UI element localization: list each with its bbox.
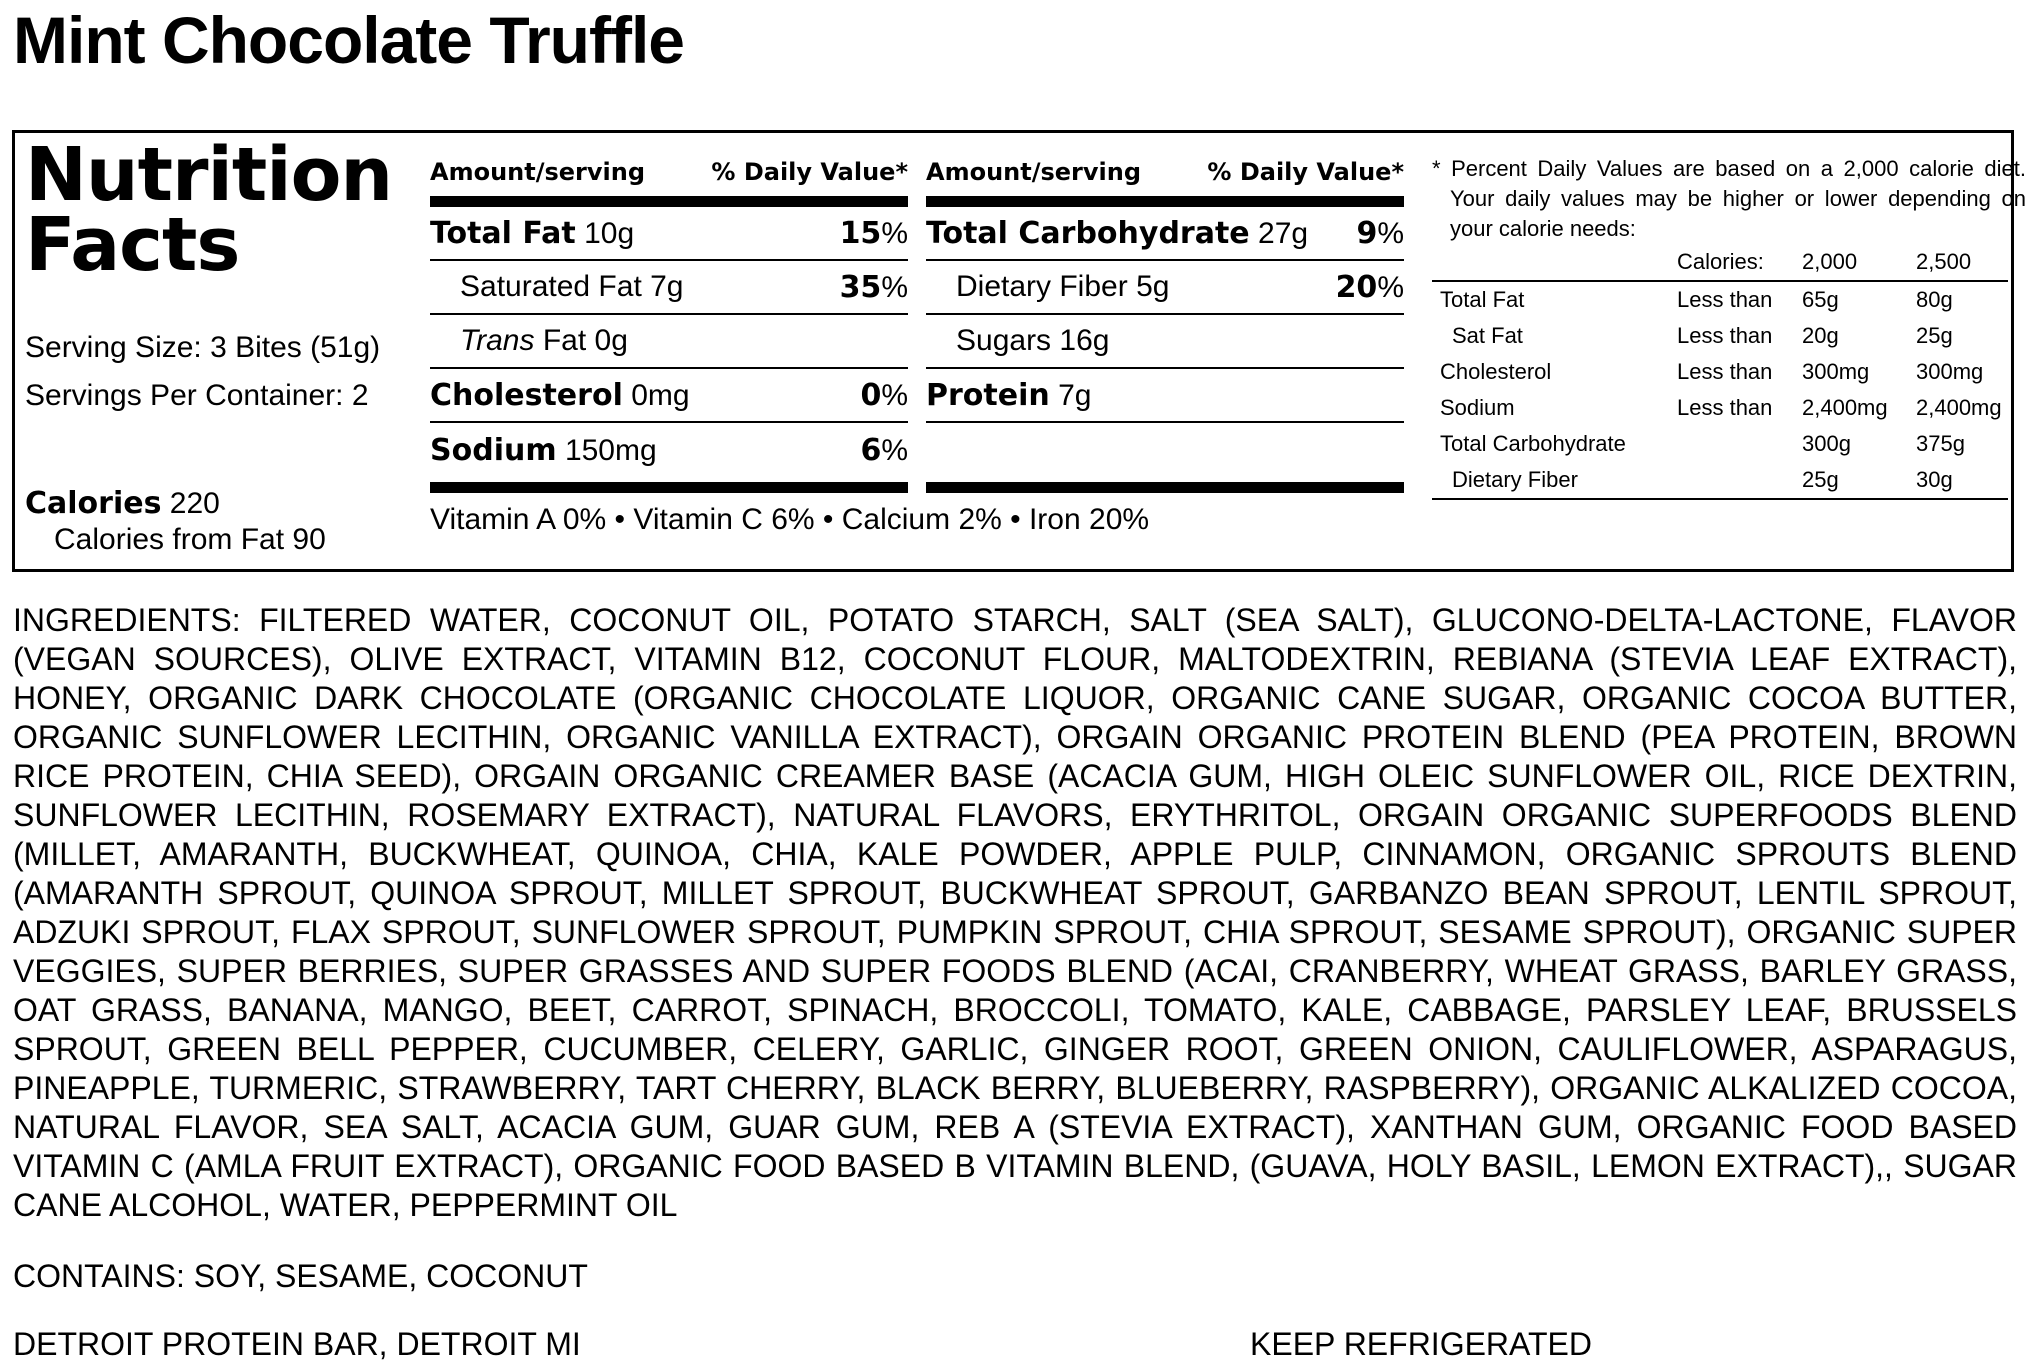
column-header — [926, 152, 1404, 196]
dv-cell: 80g — [1916, 287, 1953, 312]
nutrient-label: Sodium — [430, 432, 557, 468]
percent-sign: % — [881, 378, 908, 412]
calories-line — [25, 486, 220, 522]
product-title: Mint Chocolate Truffle — [13, 3, 684, 77]
dv-cell: 300g — [1802, 431, 1851, 456]
percent-sign: % — [881, 433, 908, 467]
nutrient-column-left — [430, 152, 908, 477]
dv-cell: 2,500 — [1916, 244, 2008, 281]
column-header — [430, 152, 908, 196]
nutrient-dv: 35 — [839, 269, 882, 305]
daily-value-footnote: * Percent Daily Values are based on a 2,000 calorie diet. Your daily values may be higher or lower depending on your calorie needs: — [1432, 156, 2026, 241]
nutrient-row-total-carbohydrate — [926, 207, 1404, 261]
nutrient-row-cholesterol — [430, 369, 908, 423]
amount-header: Amount/serving — [430, 158, 646, 186]
nutrient-row-dietary-fiber — [926, 261, 1404, 315]
heading-line-2: Facts — [25, 202, 240, 288]
nutrient-amount: 5g — [1136, 270, 1170, 303]
nutrient-amount: 0mg — [631, 378, 690, 412]
daily-value-header: % Daily Value* — [711, 158, 908, 186]
nutrient-label: Sugars — [956, 324, 1052, 357]
servings-per-container: Servings Per Container: 2 — [25, 379, 369, 412]
percent-sign: % — [1377, 216, 1404, 250]
nutrient-label: Fat — [542, 324, 587, 357]
dv-cell — [1432, 244, 1677, 281]
nutrient-row-empty — [926, 423, 1404, 477]
nutrient-label: Cholesterol — [430, 377, 623, 413]
nutrient-amount: 16g — [1059, 324, 1110, 357]
dv-cell: Less than — [1677, 323, 1773, 348]
nutrient-dv: 20 — [1335, 269, 1378, 305]
dv-cell: Calories: — [1677, 244, 1802, 281]
heading-line-1: Nutrition — [25, 132, 393, 218]
dv-cell: 25g — [1916, 323, 1953, 348]
dv-cell: Total Fat — [1440, 287, 1525, 312]
nutrient-amount: 0g — [594, 324, 628, 357]
nutrient-label-italic: Trans — [460, 324, 535, 357]
percent-sign: % — [881, 270, 908, 304]
dv-cell — [1677, 462, 1802, 499]
nutrient-label: Saturated Fat — [460, 270, 642, 303]
dv-cell: 300mg — [1802, 359, 1870, 384]
nutrient-label: Total Carbohydrate — [926, 215, 1250, 251]
nutrient-amount: 7g — [650, 270, 684, 303]
nutrient-amount: 7g — [1058, 378, 1092, 412]
amount-header: Amount/serving — [926, 158, 1142, 186]
percent-sign: % — [881, 216, 908, 250]
nutrient-row-total-fat — [430, 207, 908, 261]
percent-sign: % — [1377, 270, 1404, 304]
nutrient-row-saturated-fat — [430, 261, 908, 315]
dv-cell: 20g — [1802, 323, 1839, 348]
vitamins-line: Vitamin A 0% • Vitamin C 6% • Calcium 2% • Iron 20% — [430, 503, 1150, 536]
dv-cell: Cholesterol — [1440, 359, 1552, 384]
calories-label: Calories — [25, 486, 162, 521]
serving-size: Serving Size: 3 Bites (51g) — [25, 331, 381, 364]
nutrient-dv: 9 — [1356, 215, 1378, 251]
dv-cell: Less than — [1677, 359, 1773, 384]
nutrition-facts-heading — [25, 132, 393, 288]
thick-divider-bottom-left — [430, 482, 908, 493]
nutrient-dv: 6 — [860, 432, 882, 468]
nutrient-label: Protein — [926, 377, 1050, 413]
daily-value-reference-table — [1432, 244, 2008, 500]
dv-table-row — [1432, 462, 2008, 499]
storage-instructions: KEEP REFRIGERATED — [1250, 1326, 1592, 1362]
nutrient-row-sodium — [430, 423, 908, 477]
dv-cell — [1677, 426, 1802, 462]
serving-info — [25, 324, 415, 420]
thick-divider — [926, 196, 1404, 207]
dv-cell: 30g — [1916, 462, 2008, 499]
nutrient-amount: 27g — [1258, 216, 1309, 250]
nutrient-amount: 10g — [584, 216, 635, 250]
dv-cell: Dietary Fiber — [1432, 462, 1677, 499]
dv-table-row — [1432, 318, 2008, 354]
manufacturer: DETROIT PROTEIN BAR, DETROIT MI — [13, 1326, 581, 1362]
nutrient-row-protein — [926, 369, 1404, 423]
nutrient-row-trans-fat — [430, 315, 908, 369]
dv-table-row — [1432, 426, 2008, 462]
allergen-statement: CONTAINS: SOY, SESAME, COCONUT — [13, 1258, 588, 1294]
dv-cell: 2,400mg — [1916, 395, 2002, 420]
dv-table-header — [1432, 244, 2008, 281]
dv-cell: 300mg — [1916, 359, 1984, 384]
dv-table-row — [1432, 354, 2008, 390]
dv-cell: Sat Fat — [1452, 323, 1523, 348]
calories-from-fat: Calories from Fat 90 — [54, 523, 326, 556]
nutrient-label: Total Fat — [430, 215, 576, 251]
nutrient-label: Dietary Fiber — [956, 270, 1128, 303]
dv-cell: 65g — [1802, 287, 1839, 312]
daily-value-header: % Daily Value* — [1207, 158, 1404, 186]
dv-cell: 25g — [1802, 462, 1916, 499]
dv-cell: Less than — [1677, 395, 1773, 420]
nutrient-amount: 150mg — [564, 433, 657, 467]
dv-table-row — [1432, 390, 2008, 426]
dv-cell: 2,000 — [1802, 244, 1916, 281]
dv-cell: Less than — [1677, 287, 1773, 312]
dv-cell: Total Carbohydrate — [1440, 431, 1626, 456]
thick-divider-bottom-right — [926, 482, 1404, 493]
dv-cell: 375g — [1916, 431, 1965, 456]
ingredients-list: INGREDIENTS: FILTERED WATER, COCONUT OIL, POTATO STARCH, SALT (SEA SALT), GLUCONO-DELTA-LACTONE, FLAVOR (VEGAN SOURCES), OLIVE EXTRACT, VITAMIN B12, COCONUT FLOUR, MALTODEXTRIN, REBIANA (STEVIA LEAF EXTRACT), HONEY, ORGANIC DARK CHOCOLATE (ORGANIC CHOCOLATE LIQUOR, ORGANIC CANE SUGAR, ORGANIC COCOA BUTTER, ORGANIC SUNFLOWER LECITHIN, ORGANIC VANILLA EXTRACT), ORGAIN ORGANIC PROTEIN BLEND (PEA PROTEIN, BROWN RICE PROTEIN, CHIA SEED), ORGAIN ORGANIC CREAMER BASE (ACACIA GUM, HIGH OLEIC SUNFLOWER OIL, RICE DEXTRIN, SUNFLOWER LECITHIN, ROSEMARY EXTRACT), NATURAL FLAVORS, ERYTHRITOL, ORGAIN ORGANIC SUPERFOODS BLEND (MILLET, AMARANTH, BUCKWHEAT, QUINOA, CHIA, KALE POWDER, APPLE PULP, CINNAMON, ORGANIC SPROUTS BLEND (AMARANTH SPROUT, QUINOA SPROUT, MILLET SPROUT, BUCKWHEAT SPROUT, GARBANZO BEAN SPROUT, LENTIL SPROUT, ADZUKI SPROUT, FLAX SPROUT, SUNFLOWER SPROUT, PUMPKIN SPROUT, CHIA SPROUT, SESAME SPROUT), ORGANIC SUPER VEGGIES, SUPER BERRIES, SUPER GRASSES AND SUPER FOODS BLEND (ACAI, CRANBERRY, WHEAT GRASS, BARLEY GRASS, OAT GRASS, BANANA, MANGO, BEET, CARROT, SPINACH, BROCCOLI, TOMATO, KALE, CABBAGE, PARSLEY LEAF, BRUSSELS SPROUT, GREEN BELL PEPPER, CUCUMBER, CELERY, GARLIC, GINGER ROOT, GREEN ONION, CAULIFLOWER, ASPARAGUS, PINEAPPLE, TURMERIC, STRAWBERRY, TART CHERRY, BLACK BERRY, BLUEBERRY, RASPBERRY), ORGANIC ALKALIZED COCOA, NATURAL FLAVOR, SEA SALT, ACACIA GUM, GUAR GUM, REB A (STEVIA EXTRACT), XANTHAN GUM, ORGANIC FOOD BASED VITAMIN C (AMLA FRUIT EXTRACT), ORGANIC FOOD BASED B VITAMIN BLEND, (GUAVA, HOLY BASIL, LEMON EXTRACT),, SUGAR CANE ALCOHOL, WATER, PEPPERMINT OIL — [13, 602, 2017, 1223]
dv-cell: Sodium — [1440, 395, 1515, 420]
thick-divider — [430, 196, 908, 207]
dv-cell: 2,400mg — [1802, 395, 1888, 420]
nutrient-column-right — [926, 152, 1404, 477]
calories-value: 220 — [169, 487, 220, 520]
nutrient-dv: 15 — [839, 215, 882, 251]
nutrient-dv: 0 — [860, 377, 882, 413]
nutrient-row-sugars — [926, 315, 1404, 369]
dv-table-row — [1432, 281, 2008, 318]
